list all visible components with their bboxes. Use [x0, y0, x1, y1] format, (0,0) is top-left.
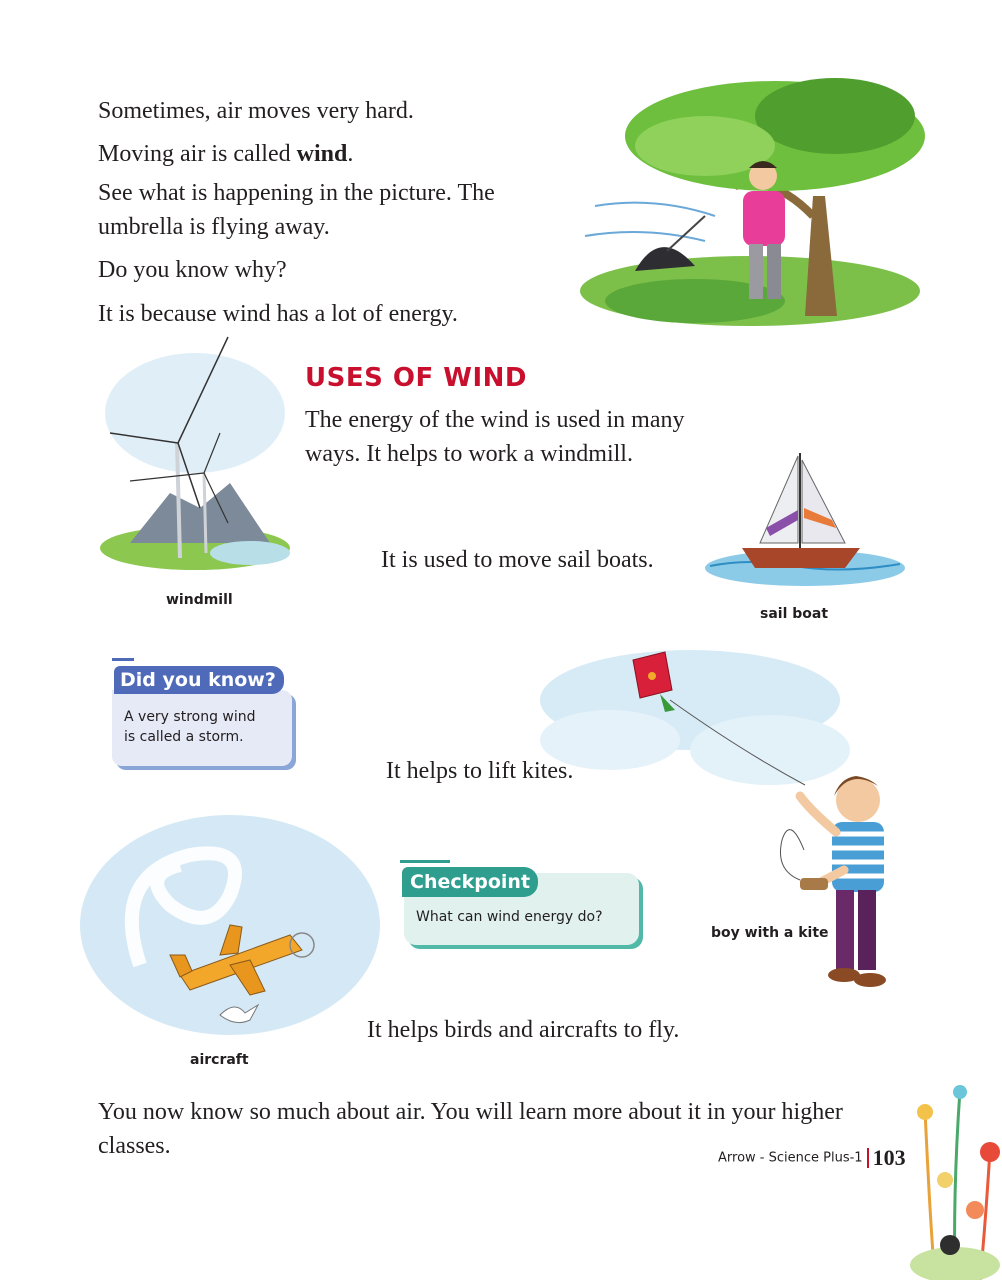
did-you-know-line-a: A very strong wind — [124, 709, 256, 725]
boy-with-kite-illustration — [770, 760, 900, 995]
wind-term: wind — [296, 141, 348, 167]
intro-line-2-text: Moving air is called — [98, 141, 297, 167]
fly-text: It helps birds and aircrafts to fly. — [367, 1017, 680, 1043]
intro-line-2 — [98, 137, 353, 171]
footer-divider — [867, 1148, 869, 1168]
did-you-know-title: Did you know? — [114, 666, 284, 694]
closing-line-b: classes. — [98, 1133, 171, 1159]
did-you-know-line-b: is called a storm. — [124, 729, 244, 745]
page-number: 103 — [872, 1145, 906, 1170]
intro-line-4: Do you know why? — [98, 257, 287, 283]
did-you-know-text — [124, 707, 284, 747]
section-para-a: The energy of the wind is used in many — [305, 407, 685, 433]
intro-line-2-end: . — [347, 141, 354, 167]
sail-boat-illustration — [700, 448, 905, 598]
book-title: Arrow - Science Plus-1 — [718, 1150, 863, 1166]
boy-kite-caption: boy with a kite — [711, 925, 829, 941]
aircraft-caption: aircraft — [190, 1052, 249, 1068]
aircraft-illustration — [80, 815, 380, 1045]
checkpoint-question: What can wind energy do? — [416, 909, 603, 925]
intro-line-3a: See what is happening in the picture. The — [98, 180, 495, 206]
sail-boat-text: It is used to move sail boats. — [381, 547, 654, 573]
did-you-know-accent — [112, 658, 134, 661]
intro-line-3b: umbrella is flying away. — [98, 214, 330, 240]
windy-scene-illustration — [575, 76, 920, 326]
intro-line-1: Sometimes, air moves very hard. — [98, 98, 414, 124]
windmill-illustration — [100, 333, 290, 583]
windmill-caption: windmill — [166, 592, 233, 608]
sail-boat-caption: sail boat — [760, 606, 829, 622]
flower-decoration — [905, 1070, 1002, 1280]
checkpoint-title: Checkpoint — [402, 867, 538, 897]
page-footer — [718, 1145, 906, 1171]
section-heading: USES OF WIND — [305, 363, 527, 393]
intro-line-5: It is because wind has a lot of energy. — [98, 301, 458, 327]
closing-line-a: You now know so much about air. You will learn more about it in your higher — [98, 1099, 843, 1125]
section-para-b: ways. It helps to work a windmill. — [305, 441, 633, 467]
kite-text: It helps to lift kites. — [386, 758, 574, 784]
checkpoint-accent — [400, 860, 450, 863]
